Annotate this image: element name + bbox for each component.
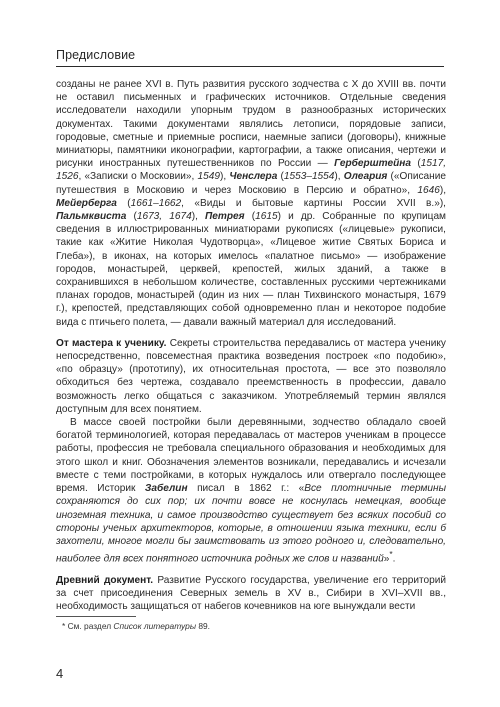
footnote-mark: * — [62, 621, 66, 631]
text-run: ) и др. Собранные по крупицам сведения в иллюстрированных миниатюрами рукописях («лицевые» рукописи, такие как «Житие Николая Чудотворца», «Лицевое житие Святых Бориса и Глеба»), в иконах, на которых имелось «палатное письмо» — изображение городов, монастырей, церквей, крепостей, жилых зданий, а также в сохранившихся в небольшом количестве, составленных русскими чертежниками планах городов, монастырей (один из них — план Тихвинского монастыря, 1679 г.), крепостей, представляющих собой одновременно план и некоторое подобие вида с птичьего полета, — давали важный материал для исследований. — [56, 211, 446, 328]
text-run: См. раздел — [65, 621, 114, 631]
text-run: ), — [191, 211, 206, 223]
text-run: . — [392, 553, 396, 565]
year-ref: 1661–1662 — [130, 197, 182, 209]
text-run: ( — [244, 211, 256, 223]
text-run: 89. — [196, 621, 210, 631]
text-run: , «Записки о Московии», — [78, 171, 198, 183]
run-in-heading: Древний документ. — [56, 574, 154, 586]
running-head-title: Предисловие — [56, 48, 136, 62]
page-number: 4 — [56, 666, 64, 681]
section-gap — [56, 566, 446, 574]
body-text — [56, 78, 446, 613]
year-ref: 1517, 1526 — [56, 158, 446, 183]
text-run: созданы не ранее XVI в. Путь развития русского зодчества с X до XVIII вв. почти не оставил письменных и графических источников. Отдельные сведения исследователи находили упорным трудом в разнообразных исторических документах. Такими документами являлись летописи, порядовые записи, городовые, сметные и приемные росписи, наемные записи (договоры), книжные миниатюры, памятники иконографии, картографии, а также описания, чертежи и рисунки иностранных путешественников по России — — [56, 79, 446, 170]
name-meyerberg: Мейерберга — [56, 197, 117, 209]
text-run: ), — [334, 171, 344, 183]
header-rule — [56, 66, 444, 67]
footnote-marker[interactable]: * — [389, 549, 393, 560]
paragraph-sources — [56, 78, 446, 329]
name-petreius: Петрея — [205, 211, 245, 223]
section-gap — [56, 329, 446, 337]
run-in-heading: От мастера к ученику. — [56, 337, 167, 349]
text-run: ( — [126, 211, 137, 223]
footnote-rule — [56, 616, 136, 617]
text-run: ), — [439, 184, 446, 196]
year-ref: 1646 — [417, 184, 440, 196]
text-run: Секреты строительства передавались от мастера ученику непосредственно, повсеместная практика возведения построек «по подобию», «по образцу» (прототипу), их относительная простота, — все это позволяло обходиться без чертежа, создавало преемственность в профессии, давало возможность легко общаться с заказчиком. Употребляемый термин являлся доступным для всех понятием. — [56, 337, 446, 415]
text-run: Развитие Русского государства, увеличение его территорий за счет присоединения Северных земель в XV в., Сибири в XVI–XVII вв., необходимость защищаться от набегов кочевников на юге вынуждали вести — [56, 574, 446, 613]
name-herberstein: Герберштейна — [334, 158, 411, 170]
text-run: писал в 1862 г.: « — [187, 483, 305, 495]
paragraph-terminology — [56, 416, 446, 566]
year-ref: 1549 — [197, 171, 220, 183]
paragraph-ancient-document — [56, 574, 446, 614]
footnote-reference: Список литературы — [113, 621, 196, 631]
text-run: ( — [116, 197, 131, 209]
zabelin-quote: Все плотничные термины сохраняются до сих пор; их почти вовсе не коснулась немецкая, вообще иноземная техника, и самое производство существует без всяких пособий со стороны ученых архитекторов, которые, в отношении языка техники, если б захотели, многое могли бы заимствовать из этого родного и, следовательно, наиболее для всех понятного источника родных же слов и названий — [56, 483, 446, 565]
text-run: » — [383, 553, 390, 565]
text-run: , «Виды и бытовые картины России XVII в.»), — [181, 197, 446, 209]
name-palmquist: Пальмквиста — [56, 211, 127, 223]
name-zabelin: Забелин — [144, 483, 188, 495]
text-run: ), — [219, 171, 230, 183]
text-run: ( — [277, 171, 284, 183]
text-run: В массе своей постройки были деревянными, зодчество обладало своей богатой терминологией, которая передавалась от мастеров ученикам в процессе работы, профессия не требовала специального образования и необходимых для этого школ и книг. Обозначения элементов возникали, передавались и исчезали вместе с теми постройками, в которых нуждалось или отвергало последующее время. Историк — [56, 417, 446, 495]
footnote — [62, 621, 442, 631]
paragraph-master-to-apprentice — [56, 337, 446, 416]
year-ref: 1553–1554 — [283, 171, 335, 183]
text-run: ( — [410, 158, 421, 170]
name-olearius: Олеария — [343, 171, 388, 183]
year-ref: 1673, 1674 — [136, 211, 192, 223]
text-run: («Описание путешествия в Московию и через Московию в Персию и обратно», — [56, 171, 446, 196]
year-ref: 1615 — [255, 211, 278, 223]
name-chancellor: Ченслера — [229, 171, 278, 183]
